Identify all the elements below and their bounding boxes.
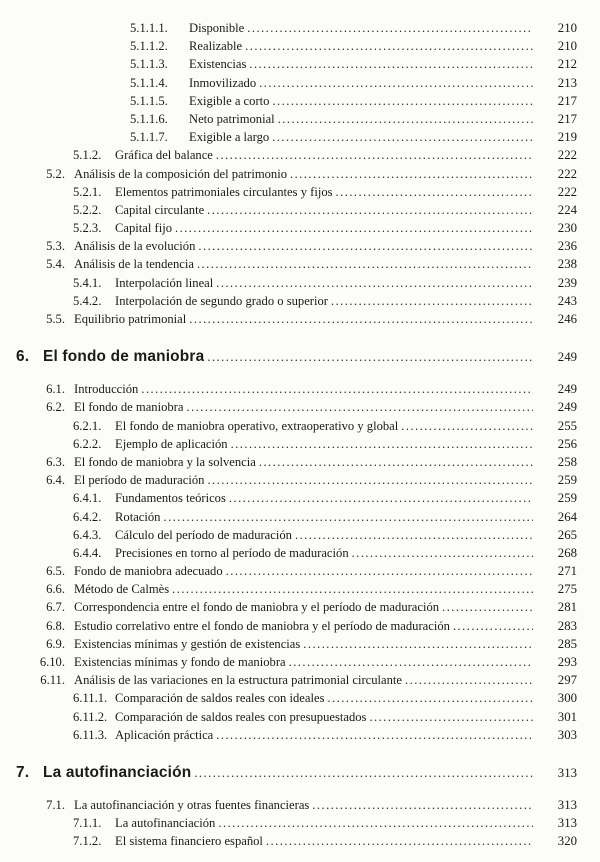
entry-title: Comparación de saldos reales con ideales bbox=[115, 691, 325, 706]
entry-number: 6.11.3. bbox=[73, 727, 108, 742]
toc-entry-row bbox=[0, 471, 600, 489]
toc-entry-row bbox=[0, 380, 600, 398]
entry-title: El período de maduración bbox=[74, 473, 205, 488]
entry-number: 5.2.3. bbox=[73, 221, 102, 236]
entry-page: 224 bbox=[557, 202, 577, 217]
toc-entry-row bbox=[0, 183, 600, 201]
toc-entry-row bbox=[0, 832, 600, 850]
entry-number: 6.8. bbox=[46, 618, 65, 633]
toc-entry-row bbox=[0, 237, 600, 255]
entry-title: Interpolación de segundo grado o superior bbox=[115, 293, 328, 308]
toc-entry-row bbox=[0, 598, 600, 616]
entry-number: 6.2.2. bbox=[73, 436, 102, 451]
toc-entry-row bbox=[0, 201, 600, 219]
entry-page: 313 bbox=[557, 765, 577, 780]
entry-number: 5.2.2. bbox=[73, 202, 102, 217]
toc-entry-row bbox=[0, 19, 600, 37]
dot-leader bbox=[401, 417, 533, 435]
toc-entry-row bbox=[0, 146, 600, 164]
entry-number: 6.4.1. bbox=[73, 491, 102, 506]
entry-title: El fondo de maniobra y la solvencia bbox=[74, 454, 256, 469]
entry-page: 264 bbox=[557, 509, 577, 524]
entry-page: 246 bbox=[557, 312, 577, 326]
toc-entry-row bbox=[0, 310, 600, 328]
entry-title: Elementos patrimoniales circulantes y fijos bbox=[115, 184, 333, 199]
dot-leader bbox=[207, 346, 533, 368]
entry-title: Estudio correlativo entre el fondo de maniobra y el período de maduración bbox=[74, 618, 450, 633]
entry-number: 5.4.2. bbox=[73, 293, 102, 308]
entry-title: Fundamentos teóricos bbox=[115, 491, 226, 506]
entry-page: 222 bbox=[557, 148, 577, 163]
entry-page: 238 bbox=[557, 257, 577, 272]
entry-number: 7.1.1. bbox=[73, 816, 102, 831]
toc-entry-row bbox=[0, 526, 600, 544]
dot-leader bbox=[442, 598, 533, 616]
toc-entry-row bbox=[0, 74, 600, 92]
entry-number: 6.4.2. bbox=[73, 509, 102, 524]
entry-number: 7. bbox=[16, 763, 30, 781]
entry-title: Existencias mínimas y gestión de existencias bbox=[74, 636, 301, 651]
toc-entry-row bbox=[0, 55, 600, 73]
toc-chapter-row bbox=[0, 762, 600, 784]
toc-entry-row bbox=[0, 489, 600, 507]
entry-title: El sistema financiero español bbox=[115, 834, 263, 849]
entry-page: 285 bbox=[557, 636, 577, 651]
dot-leader bbox=[289, 653, 533, 671]
toc-entry-row bbox=[0, 292, 600, 310]
toc-entry-row bbox=[0, 544, 600, 562]
entry-number: 6.5. bbox=[46, 564, 65, 579]
entry-page: 212 bbox=[557, 57, 577, 72]
entry-page: 256 bbox=[557, 436, 577, 451]
toc-entry-row bbox=[0, 417, 600, 435]
toc-chapter-row bbox=[0, 346, 600, 368]
dot-leader bbox=[216, 146, 533, 164]
entry-number: 6.11.2. bbox=[73, 709, 108, 724]
dot-leader bbox=[312, 796, 533, 814]
toc-entry-row bbox=[0, 128, 600, 146]
entry-number: 5.1.1.2. bbox=[130, 39, 168, 54]
entry-page: 258 bbox=[557, 454, 577, 469]
toc-entry-row bbox=[0, 165, 600, 183]
toc-entry-row bbox=[0, 562, 600, 580]
entry-page: 301 bbox=[557, 709, 577, 724]
entry-number: 7.1. bbox=[46, 797, 65, 812]
toc-entry-row bbox=[0, 453, 600, 471]
entry-title: Análisis de las variaciones en la estructura patrimonial circulante bbox=[74, 673, 403, 688]
entry-title: Aplicación práctica bbox=[115, 727, 214, 742]
entry-number: 6.2.1. bbox=[73, 418, 102, 433]
entry-number: 5.2.1. bbox=[73, 184, 102, 199]
entry-number: 6. bbox=[16, 348, 30, 366]
toc-entry-row bbox=[0, 508, 600, 526]
dot-leader bbox=[216, 726, 533, 744]
entry-page: 275 bbox=[557, 582, 577, 597]
entry-title: Existencias bbox=[189, 57, 247, 72]
entry-title: Equilibrio patrimonial bbox=[74, 312, 187, 326]
entry-number: 5.4.1. bbox=[73, 275, 102, 290]
dot-leader bbox=[405, 671, 533, 689]
entry-number: 6.7. bbox=[46, 600, 65, 615]
dot-leader bbox=[186, 398, 533, 416]
dot-leader bbox=[369, 708, 533, 726]
dot-leader bbox=[198, 237, 533, 255]
entry-page: 268 bbox=[557, 545, 577, 560]
entry-number: 6.1. bbox=[46, 382, 65, 397]
entry-page: 313 bbox=[557, 797, 577, 812]
toc-entry-row bbox=[0, 435, 600, 453]
entry-title: Método de Calmès bbox=[74, 582, 170, 597]
entry-number: 7.1.2. bbox=[73, 834, 102, 849]
entry-title: Introducción bbox=[74, 382, 139, 397]
entry-page: 217 bbox=[557, 111, 577, 126]
entry-title: Fondo de maniobra adecuado bbox=[74, 564, 223, 579]
toc-entry-row bbox=[0, 796, 600, 814]
toc-entry-row bbox=[0, 653, 600, 671]
entry-title: Comparación de saldos reales con presupuestados bbox=[115, 709, 367, 724]
dot-leader bbox=[231, 435, 533, 453]
dot-leader bbox=[207, 471, 533, 489]
entry-page: 230 bbox=[557, 221, 577, 236]
entry-number: 6.4.4. bbox=[73, 545, 102, 560]
toc-entry-row bbox=[0, 814, 600, 832]
entry-page: 313 bbox=[557, 816, 577, 831]
entry-number: 5.2. bbox=[46, 166, 65, 181]
toc-entry-row bbox=[0, 255, 600, 273]
dot-leader bbox=[290, 165, 533, 183]
entry-page: 303 bbox=[557, 727, 577, 742]
entry-title: Análisis de la evolución bbox=[74, 239, 196, 254]
dot-leader bbox=[453, 617, 533, 635]
toc-entry-row bbox=[0, 708, 600, 726]
entry-page: 283 bbox=[557, 618, 577, 633]
entry-title: La autofinanciación y otras fuentes financieras bbox=[74, 797, 310, 812]
entry-page: 300 bbox=[557, 691, 577, 706]
dot-leader bbox=[245, 37, 533, 55]
entry-page: 255 bbox=[557, 418, 577, 433]
entry-title: Capital circulante bbox=[115, 202, 205, 217]
toc-entry-row bbox=[0, 274, 600, 292]
dot-leader bbox=[272, 128, 533, 146]
entry-title: Neto patrimonial bbox=[189, 111, 275, 126]
entry-page: 259 bbox=[557, 473, 577, 488]
entry-number: 5.4. bbox=[46, 257, 65, 272]
entry-title: Existencias mínimas y fondo de maniobra bbox=[74, 655, 286, 669]
dot-leader bbox=[172, 580, 533, 598]
entry-page: 222 bbox=[557, 166, 577, 181]
entry-page: 222 bbox=[557, 184, 577, 199]
dot-leader bbox=[272, 92, 533, 110]
toc-entry-row bbox=[0, 689, 600, 707]
entry-number: 5.1.1.6. bbox=[130, 111, 168, 126]
dot-leader bbox=[247, 19, 533, 37]
toc-entry-row bbox=[0, 92, 600, 110]
toc-entry-row bbox=[0, 635, 600, 653]
dot-leader bbox=[278, 110, 533, 128]
dot-leader bbox=[259, 453, 533, 471]
toc-list bbox=[0, 19, 600, 851]
toc-entry-row bbox=[0, 219, 600, 237]
entry-number: 5.1.1.7. bbox=[130, 130, 168, 145]
entry-number: 5.1.1.4. bbox=[130, 75, 168, 90]
entry-number: 6.10. bbox=[39, 655, 65, 669]
entry-number: 6.4.3. bbox=[73, 527, 102, 542]
entry-title: Rotación bbox=[115, 509, 161, 524]
dot-leader bbox=[259, 74, 533, 92]
toc-entry-row bbox=[0, 110, 600, 128]
entry-number: 5.3. bbox=[46, 239, 65, 254]
dot-leader bbox=[194, 762, 533, 784]
entry-title: Exigible a largo bbox=[189, 130, 270, 145]
dot-leader bbox=[141, 380, 533, 398]
entry-page: 239 bbox=[557, 275, 577, 290]
entry-title: Ejemplo de aplicación bbox=[115, 436, 228, 451]
dot-leader bbox=[218, 814, 533, 832]
entry-number: 5.1.2. bbox=[73, 148, 102, 163]
entry-number: 6.6. bbox=[46, 582, 65, 597]
entry-number: 5.1.1.5. bbox=[130, 93, 168, 108]
dot-leader bbox=[207, 201, 533, 219]
entry-title: Exigible a corto bbox=[189, 93, 270, 108]
entry-page: 281 bbox=[557, 600, 577, 615]
entry-title: El fondo de maniobra bbox=[43, 348, 205, 366]
entry-title: Cálculo del período de maduración bbox=[115, 527, 292, 542]
entry-title: Disponible bbox=[189, 21, 245, 35]
entry-page: 297 bbox=[557, 673, 577, 688]
entry-title: Inmovilizado bbox=[189, 75, 257, 90]
entry-page: 259 bbox=[557, 491, 577, 506]
entry-page: 210 bbox=[557, 39, 577, 54]
toc-entry-row bbox=[0, 617, 600, 635]
entry-page: 243 bbox=[557, 293, 577, 308]
dot-leader bbox=[197, 255, 533, 273]
entry-page: 265 bbox=[557, 527, 577, 542]
toc-entry-row bbox=[0, 398, 600, 416]
entry-page: 249 bbox=[557, 382, 577, 397]
dot-leader bbox=[295, 526, 533, 544]
entry-title: Análisis de la composición del patrimonio bbox=[74, 166, 288, 181]
entry-number: 6.2. bbox=[46, 400, 65, 415]
entry-page: 217 bbox=[557, 93, 577, 108]
entry-page: 213 bbox=[557, 75, 577, 90]
entry-title: El fondo de maniobra operativo, extraoperativo y global bbox=[115, 418, 399, 433]
dot-leader bbox=[189, 310, 533, 328]
dot-leader bbox=[249, 55, 533, 73]
entry-title: El fondo de maniobra bbox=[74, 400, 184, 415]
dot-leader bbox=[226, 562, 533, 580]
entry-number: 5.1.1.3. bbox=[130, 57, 168, 72]
entry-page: 320 bbox=[557, 834, 577, 849]
dot-leader bbox=[216, 274, 533, 292]
entry-number: 6.4. bbox=[46, 473, 65, 488]
dot-leader bbox=[327, 689, 533, 707]
entry-title: Interpolación lineal bbox=[115, 275, 214, 290]
entry-page: 293 bbox=[557, 655, 577, 669]
entry-number: 5.1.1.1. bbox=[130, 21, 168, 35]
entry-number: 6.9. bbox=[46, 636, 65, 651]
entry-page: 219 bbox=[557, 130, 577, 145]
dot-leader bbox=[175, 219, 533, 237]
dot-leader bbox=[229, 489, 533, 507]
entry-title: Gráfica del balance bbox=[115, 148, 213, 163]
dot-leader bbox=[303, 635, 533, 653]
entry-number: 6.11. bbox=[40, 673, 65, 688]
entry-page: 249 bbox=[557, 400, 577, 415]
entry-title: La autofinanciación bbox=[43, 763, 192, 781]
entry-number: 6.11.1. bbox=[73, 691, 108, 706]
dot-leader bbox=[331, 292, 533, 310]
entry-page: 249 bbox=[557, 350, 577, 365]
entry-title: La autofinanciación bbox=[115, 816, 216, 831]
entry-page: 236 bbox=[557, 239, 577, 254]
entry-title: Análisis de la tendencia bbox=[74, 257, 194, 272]
toc-entry-row bbox=[0, 580, 600, 598]
toc-entry-row bbox=[0, 671, 600, 689]
entry-title: Precisiones en torno al período de maduración bbox=[115, 545, 349, 560]
toc-entry-row bbox=[0, 37, 600, 55]
entry-number: 6.3. bbox=[46, 454, 65, 469]
entry-number: 5.5. bbox=[46, 312, 65, 326]
entry-title: Capital fijo bbox=[115, 221, 173, 236]
dot-leader bbox=[352, 544, 533, 562]
entry-title: Realizable bbox=[189, 39, 243, 54]
dot-leader bbox=[336, 183, 533, 201]
entry-page: 271 bbox=[557, 564, 577, 579]
dot-leader bbox=[266, 832, 533, 850]
dot-leader bbox=[163, 508, 533, 526]
entry-title: Correspondencia entre el fondo de maniobra y el período de maduración bbox=[74, 600, 440, 615]
toc-entry-row bbox=[0, 726, 600, 744]
entry-page: 210 bbox=[557, 21, 577, 35]
